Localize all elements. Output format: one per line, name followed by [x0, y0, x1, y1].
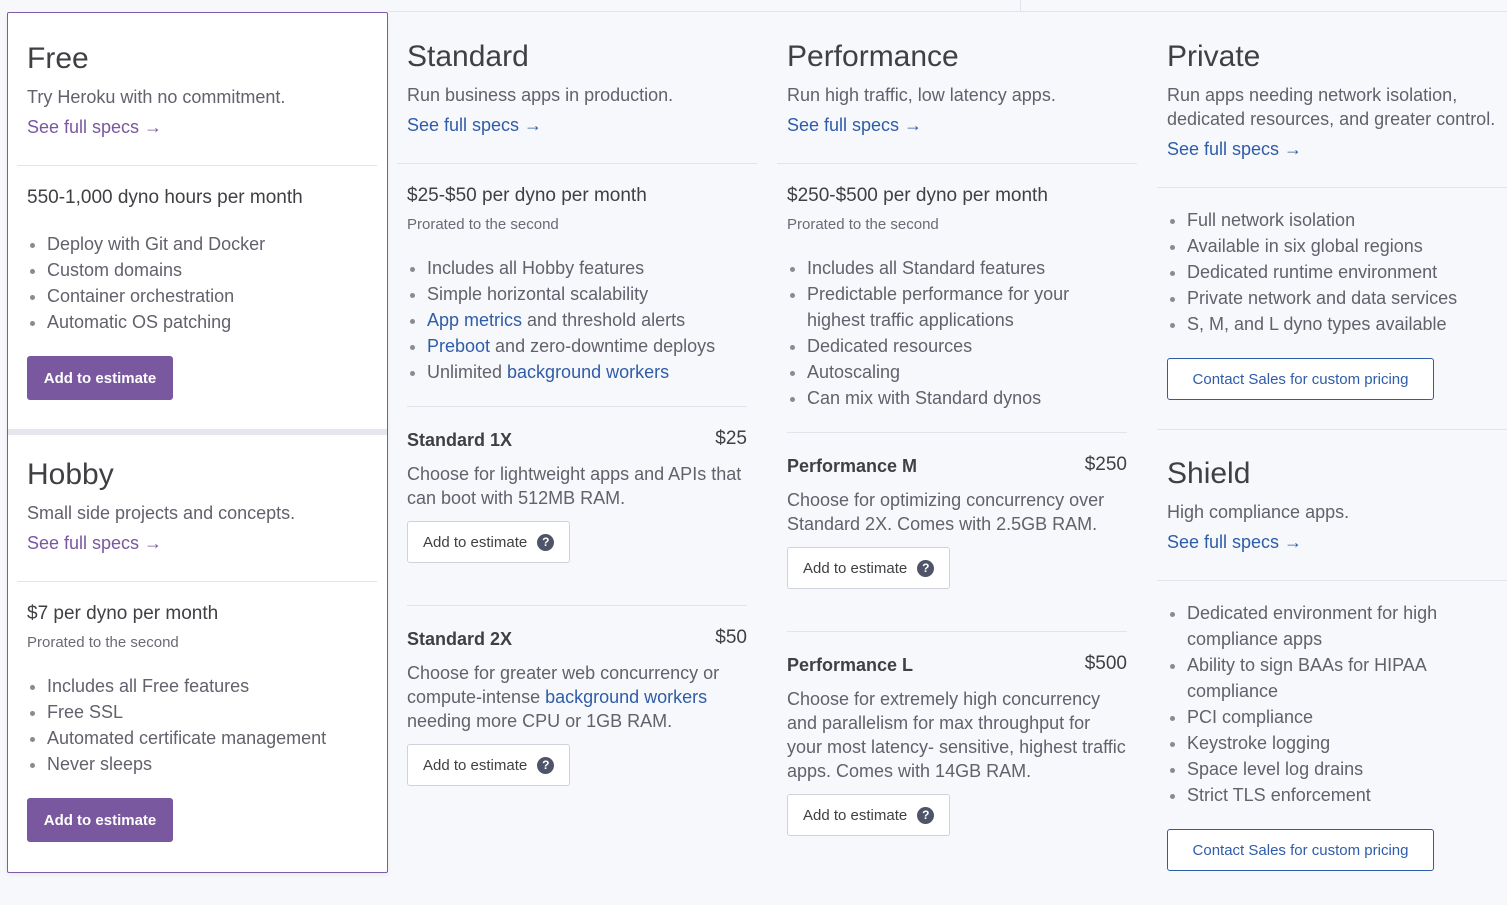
- button-label: Add to estimate: [803, 806, 908, 824]
- hobby-divider: [17, 581, 377, 582]
- hobby-add-to-estimate-button[interactable]: Add to estimate: [27, 798, 173, 842]
- list-item: [427, 359, 715, 385]
- question-mark-icon[interactable]: ?: [917, 560, 934, 577]
- list-item: • Automated certificate management: [47, 725, 326, 751]
- performance-price: $250-$500 per dyno per month: [787, 185, 1048, 206]
- standard-features: [407, 255, 715, 385]
- hobby-tier-desc: Small side projects and concepts.: [27, 503, 296, 523]
- standard-specs-link[interactable]: See full specs →: [407, 115, 543, 135]
- performance-divider: [777, 163, 1137, 164]
- question-mark-icon[interactable]: ?: [537, 534, 554, 551]
- shield-tier-name: Shield: [1167, 457, 1251, 490]
- free-add-to-estimate-button[interactable]: Add to estimate: [27, 356, 173, 400]
- performance-tier-desc: Run high traffic, low latency apps.: [787, 85, 1056, 105]
- hobby-tier-name: Hobby: [27, 458, 114, 491]
- list-item: • Can mix with Standard dynos: [807, 385, 1127, 411]
- list-item: • Dedicated resources: [807, 333, 1127, 359]
- shield-features: [1167, 600, 1487, 808]
- question-mark-icon[interactable]: ?: [537, 757, 554, 774]
- standard-2x-price: $50: [715, 627, 747, 648]
- card-separator: [8, 429, 387, 435]
- private-divider: [1157, 187, 1507, 188]
- shield-tier-desc: High compliance apps.: [1167, 502, 1350, 522]
- list-item: • Dedicated environment for high compliance apps: [1187, 600, 1487, 652]
- performance-tier-name: Performance: [787, 40, 959, 73]
- free-tier-name: Free: [27, 42, 89, 75]
- list-item: • Full network isolation: [1187, 207, 1457, 233]
- background-workers-link[interactable]: background workers: [545, 687, 708, 707]
- button-label: Add to estimate: [423, 756, 528, 774]
- question-mark-icon[interactable]: ?: [917, 807, 934, 824]
- performance-l-name: Performance L: [787, 655, 914, 675]
- list-item: • Autoscaling: [807, 359, 1127, 385]
- list-item: • Free SSL: [47, 699, 326, 725]
- list-item: • Simple horizontal scalability: [427, 281, 715, 307]
- list-item: • S, M, and L dyno types available: [1187, 311, 1457, 337]
- list-item: • Deploy with Git and Docker: [47, 231, 265, 257]
- private-tier-name: Private: [1167, 40, 1261, 73]
- performance-l-desc: Choose for extremely high concurrency and parallelism for max throughput for your most latency- sensitive, highest traffic apps. Comes with 14GB RAM.: [787, 689, 1126, 781]
- list-item: • Includes all Hobby features: [427, 255, 715, 281]
- standard-1x-name: Standard 1X: [407, 430, 513, 450]
- private-shield-divider: [1157, 429, 1507, 430]
- list-item: • Available in six global regions: [1187, 233, 1457, 259]
- standard-1x-price: $25: [715, 428, 747, 449]
- free-specs-link[interactable]: See full specs →: [27, 117, 163, 137]
- performance-dyno-divider-2: [787, 631, 1127, 632]
- private-features: [1167, 207, 1457, 337]
- dyno-desc-text: Choose for greater web concurrency or compute-intense: [407, 663, 720, 707]
- list-item: • Space level log drains: [1187, 756, 1487, 782]
- list-item: • Includes all Standard features: [807, 255, 1127, 281]
- top-divider: [388, 11, 1507, 12]
- performance-m-desc: Choose for optimizing concurrency over Standard 2X. Comes with 2.5GB RAM.: [787, 490, 1105, 534]
- dyno-desc-text: needing more CPU or 1GB RAM.: [407, 711, 673, 731]
- standard-2x-name: Standard 2X: [407, 629, 513, 649]
- list-item: • Dedicated runtime environment: [1187, 259, 1457, 285]
- performance-dyno-divider: [787, 432, 1127, 433]
- standard-dyno-divider: [407, 406, 747, 407]
- private-contact-sales-button[interactable]: Contact Sales for custom pricing: [1167, 358, 1434, 400]
- hobby-prorated: Prorated to the second: [27, 634, 179, 651]
- background-workers-link[interactable]: background workers: [507, 362, 670, 382]
- list-item: [427, 333, 715, 359]
- standard-divider: [397, 163, 757, 164]
- list-item: • Custom domains: [47, 257, 265, 283]
- list-item: • Never sleeps: [47, 751, 326, 777]
- performance-m-name: Performance M: [787, 456, 918, 476]
- list-item: • Ability to sign BAAs for HIPAA compliance: [1187, 652, 1487, 704]
- top-divider-tick: [1020, 0, 1021, 12]
- button-label: Add to estimate: [803, 559, 908, 577]
- standard-2x-add-to-estimate-button[interactable]: [407, 744, 570, 786]
- list-item: • Includes all Free features: [47, 673, 326, 699]
- hobby-specs-link[interactable]: See full specs →: [27, 533, 163, 553]
- shield-contact-sales-button[interactable]: Contact Sales for custom pricing: [1167, 829, 1434, 871]
- standard-tier-desc: Run business apps in production.: [407, 85, 674, 105]
- performance-m-add-to-estimate-button[interactable]: [787, 547, 950, 589]
- list-item: • Container orchestration: [47, 283, 265, 309]
- performance-m-price: $250: [1084, 454, 1127, 475]
- shield-specs-link[interactable]: See full specs →: [1167, 532, 1303, 552]
- free-price: 550-1,000 dyno hours per month: [27, 187, 303, 208]
- feature-text: and threshold alerts: [522, 310, 686, 330]
- performance-prorated: Prorated to the second: [787, 216, 939, 233]
- standard-1x-add-to-estimate-button[interactable]: [407, 521, 570, 563]
- list-item: • Automatic OS patching: [47, 309, 265, 335]
- private-specs-link[interactable]: See full specs →: [1167, 139, 1303, 159]
- standard-dyno-divider-2: [407, 605, 747, 606]
- list-item: • Strict TLS enforcement: [1187, 782, 1487, 808]
- standard-2x-desc: [407, 661, 752, 733]
- standard-1x-desc: Choose for lightweight apps and APIs that can boot with 512MB RAM.: [407, 464, 742, 508]
- performance-l-add-to-estimate-button[interactable]: [787, 794, 950, 836]
- app-metrics-link[interactable]: App metrics: [427, 310, 523, 330]
- preboot-link[interactable]: Preboot: [427, 336, 491, 356]
- feature-text: and zero-downtime deploys: [490, 336, 716, 356]
- hobby-features: [27, 673, 326, 777]
- standard-price: $25-$50 per dyno per month: [407, 185, 647, 206]
- list-item: • Keystroke logging: [1187, 730, 1487, 756]
- standard-prorated: Prorated to the second: [407, 216, 559, 233]
- free-tier-desc: Try Heroku with no commitment.: [27, 87, 286, 107]
- performance-specs-link[interactable]: See full specs →: [787, 115, 923, 135]
- free-features: [27, 231, 265, 335]
- list-item: [427, 307, 715, 333]
- feature-text: Unlimited: [427, 362, 508, 382]
- button-label: Add to estimate: [423, 533, 528, 551]
- free-divider: [17, 165, 377, 166]
- performance-l-price: $500: [1084, 653, 1127, 674]
- shield-divider: [1157, 580, 1507, 581]
- list-item: • PCI compliance: [1187, 704, 1487, 730]
- list-item: • Predictable performance for your highest traffic applications: [807, 281, 1127, 333]
- hobby-price: $7 per dyno per month: [27, 603, 219, 624]
- list-item: • Private network and data services: [1187, 285, 1457, 311]
- standard-tier-name: Standard: [407, 40, 529, 73]
- private-tier-desc: Run apps needing network isolation, dedicated resources, and greater control.: [1167, 85, 1496, 129]
- performance-features: [787, 255, 1127, 411]
